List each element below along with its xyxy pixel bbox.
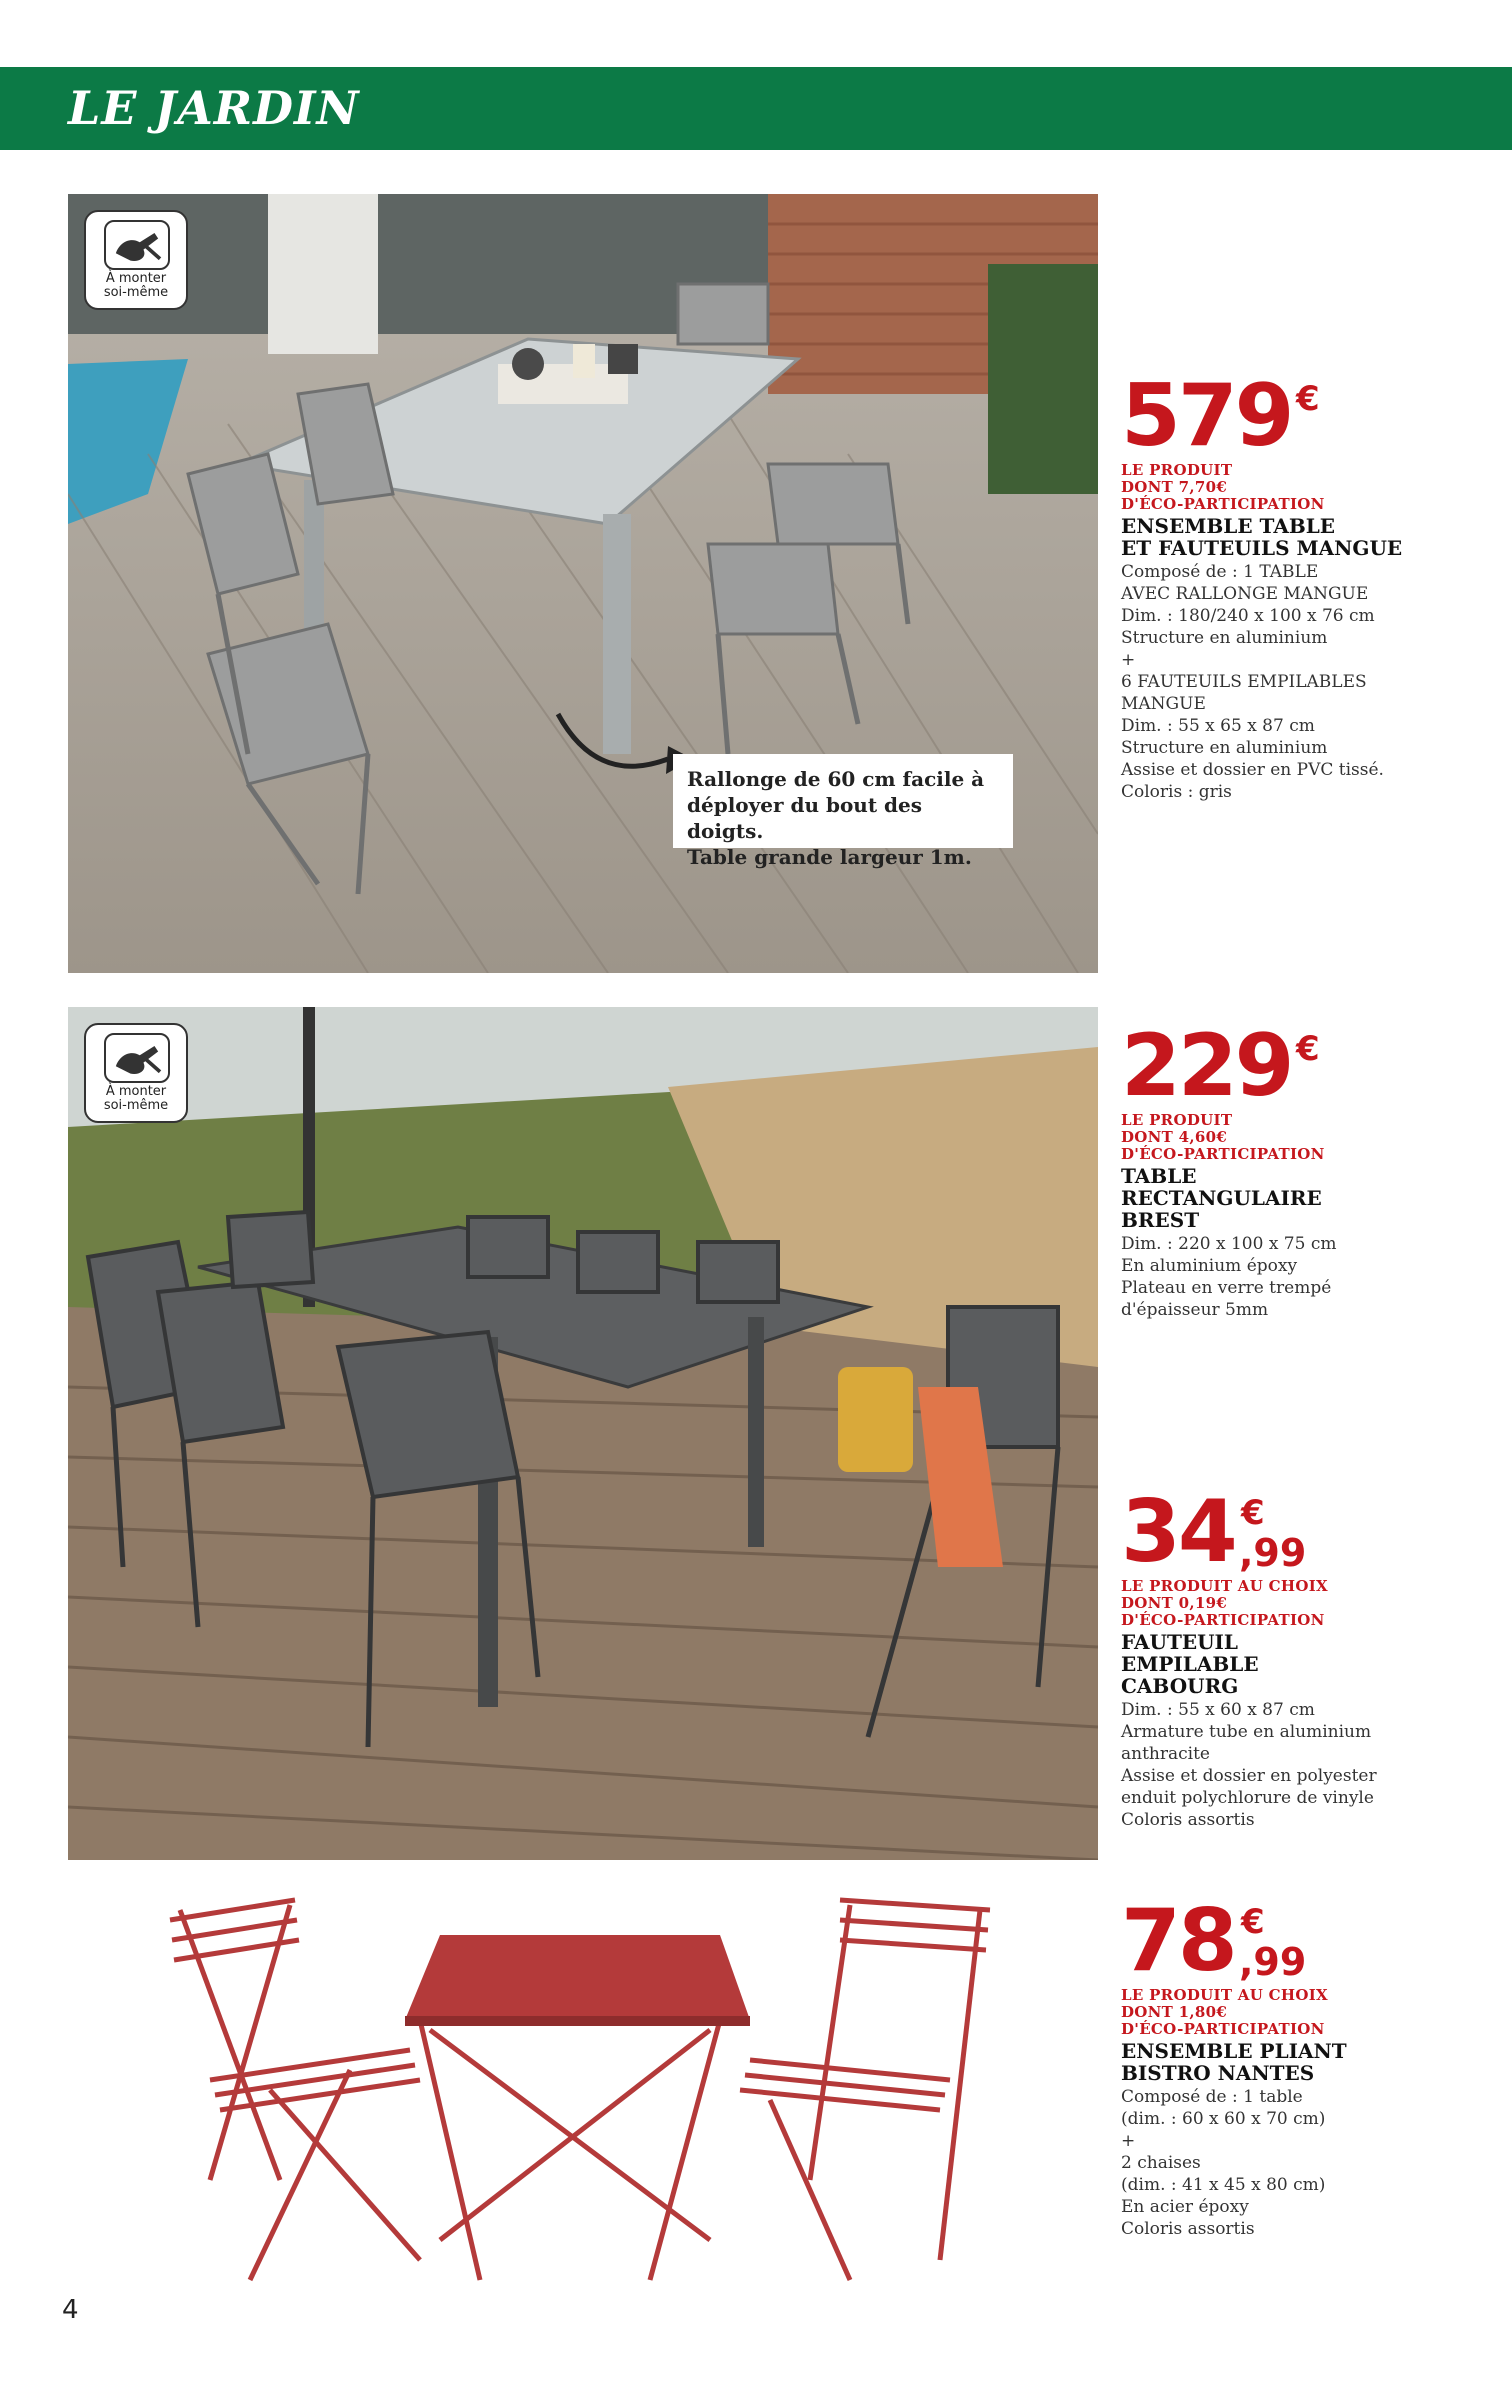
product-bistro-nantes [1121,1891,1501,2240]
assembly-badge [84,210,188,310]
product-description: Dim. : 220 x 100 x 75 cm En aluminium époxy Plateau en verre trempé d'épaisseur 5mm [1121,1234,1337,1320]
product-table-brest [1121,1016,1501,1321]
product-name: FAUTEUIL EMPILABLE CABOURG [1121,1630,1259,1698]
eco-participation-note: LE PRODUIT AU CHOIX DONT 0,19€ D'ÉCO-PARTICIPATION [1121,1577,1328,1629]
section-title: LE JARDIN [68,81,360,135]
photo-ensemble-mangue [68,194,1098,973]
price [1121,1482,1501,1582]
price-currency: € [1241,1493,1265,1533]
price-cents: ,99 [1239,1531,1307,1575]
price-currency: € [1296,1029,1320,1069]
eco-participation-note: LE PRODUIT DONT 4,60€ D'ÉCO-PARTICIPATION [1121,1111,1325,1163]
product-description: Dim. : 55 x 60 x 87 cm Armature tube en aluminium anthracite Assise et dossier en polyester enduit polychlorure de vinyle Coloris assortis [1121,1700,1377,1830]
price-cents: ,99 [1239,1940,1307,1984]
price-integer: 229 [1121,1016,1292,1116]
seaside-deck-illustration [68,1007,1098,1860]
bistro-furniture-drawing [150,1880,1010,2300]
product-fauteuil-cabourg [1121,1482,1501,1831]
screwdriver-hand-icon [104,1033,170,1083]
price [1121,1891,1501,1991]
product-ensemble-mangue [1121,366,1501,803]
price [1121,1016,1501,1116]
price-integer: 78 [1121,1891,1235,1991]
bistro-set-illustration [150,1880,1010,2300]
price [1121,366,1501,466]
screwdriver-hand-icon [104,220,170,270]
product-name: TABLE RECTANGULAIRE BREST [1121,1164,1322,1232]
section-header-band [0,67,1512,150]
eco-participation-note: LE PRODUIT AU CHOIX DONT 1,80€ D'ÉCO-PARTICIPATION [1121,1986,1328,2038]
product-name: ENSEMBLE PLIANT BISTRO NANTES [1121,2039,1347,2085]
assembly-badge [84,1023,188,1123]
assembly-text: À monter soi-même [103,1084,169,1113]
eco-participation-note: LE PRODUIT DONT 7,70€ D'ÉCO-PARTICIPATION [1121,461,1325,513]
page-number: 4 [62,2295,79,2325]
price-currency: € [1296,379,1320,419]
product-name: ENSEMBLE TABLE ET FAUTEUILS MANGUE [1121,514,1403,560]
price-currency: € [1241,1902,1265,1942]
product-description: Composé de : 1 table (dim. : 60 x 60 x 70 cm) + 2 chaises (dim. : 41 x 45 x 80 cm) En acier époxy Coloris assortis [1121,2087,1326,2239]
price-integer: 34 [1121,1482,1235,1582]
price-integer: 579 [1121,366,1292,466]
extension-callout: Rallonge de 60 cm facile à déployer du bout des doigts. Table grande largeur 1m. [673,754,1013,848]
assembly-text: À monter soi-même [103,271,169,300]
product-description: Composé de : 1 TABLE AVEC RALLONGE MANGUE Dim. : 180/240 x 100 x 76 cm Structure en aluminium + 6 FAUTEUILS EMPILABLES MANGUE Dim. : 55 x 65 x 87 cm Structure en aluminium Assise et dossier en PVC tissé. Coloris : gris [1121,562,1384,802]
photo-table-brest [68,1007,1098,1860]
